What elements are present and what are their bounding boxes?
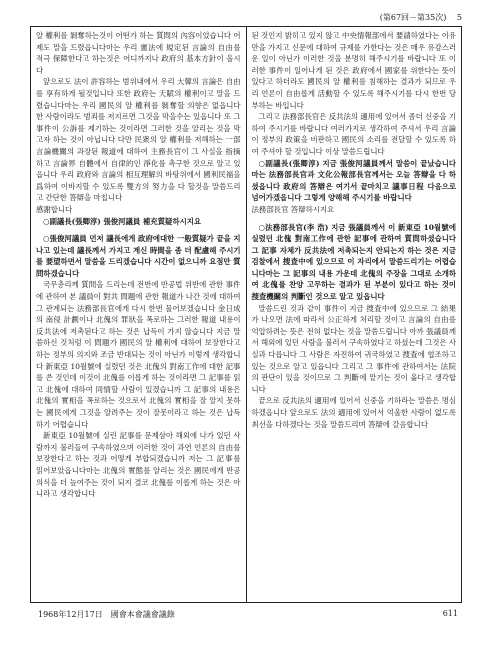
- speaker-paragraph: ○張俊河議員 먼저 議長에게 政府에대한 一般質疑가 끝을 지나고 있는데 議長께서 가지고 계신 時間을 좀 더 配慮해 주시기를 要望하면서 말씀을 드리겠습니다 시간이 없으니까 요점만 質問하겠습니다: [36, 234, 241, 278]
- speaker-paragraph: ○法務部長官(李 浩) 지금 張議員께서 이 新東亞 10월號에 실렸던 北傀 對南工作에 관한 記事에 관하여 質問하셨습니다 그 記事 자체가 反共法에 저촉되는지 안되는지 하는 것은 지금 검찰에서 捜査中에 있으므로 이 자리에서 말씀드리기는 어렵습니다마는 그 記事의 내용 가운데 北傀의 주장을 그대로 소개하여 北傀를 찬양 고무하는 결과가 된 부분이 있다고 하는 것이 捜査機關의 判斷인 것으로 알고 있읍니다: [251, 222, 456, 302]
- page-footer: [30, 609, 462, 621]
- paragraph: 新東亞 10월號에 실린 記事를 문제삼아 해외에 나가 있던 사람까지 불러들여 구속하였으며 이러한 것이 과연 언론의 自由를 보장한다고 하는 것과 어떻게 부합되겠습니까 저는 그 記事를 읽어보았읍니다마는 北傀의 實態를 알리는 것은 國民에게 반공의식을 더 높여주는 것이 되지 결코 北傀를 이롭게 하는 것은 아니라고 생각합니다: [36, 431, 241, 499]
- left-column: [31, 27, 246, 602]
- speaker-paragraph: ○副議長(張卿淳) 張俊河議員 補充質疑하시지요: [43, 216, 202, 226]
- paragraph: 感謝합니다: [36, 204, 73, 214]
- page-number-top: 5: [456, 13, 462, 22]
- page-number-bottom: 611: [442, 609, 458, 618]
- paragraph: 앞으로도 法이 許容하는 범위내에서 우리 大韓의 言論은 自由를 享有하게 될것입니다 또한 政府는 天賦의 權利이고 말을 드렸습니다마는 우리 國民의 알 權利를 剝奪할 의향은 없읍니다 한 사람이라도 범죄를 저지르면 그것을 막을수는 있읍니다 또 그 事件이 公訴를 제기하는 것이라면 그러한 것을 알리는 것을 막고자 하는 것이 아닙니다 다만 民衆의 알 權利를 저해하는 一部 言論機關의 과장된 報道에 대하여 主務長官이 그 사실을 指摘하고 言論界 自體에서 自律的인 淨化를 촉구한 것으로 알고 있읍니다 우리 政府와 言論의 相互理解의 바탕위에서 國利民福을 爲하여 이바지할 수 있도록 雙方의 努力을 다 할것을 말씀드리고 간단한 答辯을 마칩니다: [36, 77, 241, 203]
- paragraph: 된 것인지 밝히고 있지 않고 中央情報部에서 要請하였다는 이유만을 가지고 신문에 대하여 규제를 가한다는 것은 매우 유감스러운 일이 아닌가 이러한 것을 분명히 해주시기를 바랍니다 또 이러한 事件이 일어나게 된 것은 政府에서 國家를 위한다는 뜻이 있다고 하더라도 國民의 알 權利를 침해하는 결과가 되므로 우리 언론이 自由롭게 活動할 수 있도록 해주시기를 다시 한번 당부하는 바입니다: [251, 31, 456, 110]
- paragraph: 말씀드린 것과 같이 事件이 지금 捜査中에 있으므로 그 結果가 나오면 法에 따라서 公正하게 처리할 것이고 言論의 自由를 억압하려는 뜻은 전혀 없다는 것을 말씀드립니다 아까 張議員께서 해외에 있던 사람을 불러서 구속하였다고 하셨는데 그것은 사실과 다릅니다 그 사람은 자진하여 귀국하였고 捜査에 협조하고 있는 것으로 알고 있읍니다 그리고 그 事件에 관하여서는 法院의 판단이 있을 것이므로 그 判斷에 맡기는 것이 옳다고 생각합니다: [251, 303, 456, 394]
- paragraph: 그리고 法務部長官은 反共法의 適用에 있어서 좀더 신중을 기하여 주시기를 바랍니다 여러가지로 생각하여 주셔서 우리 言論이 정부의 政策을 비판하고 國民의 소리를 전달할 수 있도록 하여 주셔야 할 것입니다 이상 말씀드립니다: [251, 112, 456, 156]
- footer-date: 1968年12月17日 國會本會議會議錄: [38, 610, 175, 619]
- speaker-paragraph: ○副議長(張卿淳) 지금 張俊河議員께서 말씀이 끝났습니다마는 法務部長官과 文化公報部長官께서는 오늘 答辯을 다 하셨읍니다 政府의 答辯은 여기서 끝마치고 議事日程 다음으로 넘어가겠읍니다 그렇게 양해해 주시기를 바랍니다: [251, 158, 456, 203]
- session-label: (第67回－第35次): [379, 13, 447, 22]
- paragraph: 끝으로 反共法의 適用에 있어서 신중을 기하라는 말씀은 명심하겠읍니다 앞으로도 法의 適用에 있어서 억울한 사람이 없도록 최선을 다하겠다는 것을 말씀드리며 答辯에 갈음합니다: [251, 396, 456, 429]
- right-column: [246, 27, 462, 602]
- page-header: [30, 12, 462, 24]
- text-frame: [30, 26, 462, 603]
- paragraph: 法務部長官 答辯하시지요: [251, 204, 335, 214]
- paragraph: 알 權利를 剝奪하는것이 어떤가 하는 質問의 內容이었습니다 어제도 말을 드렸읍니다마는 우리 憲法에 規定된 言論의 自由를 적극 保障한다고 하는것은 어디까지나 政府의 基本方針이 올시다: [36, 31, 241, 75]
- paragraph: 국무총리께 質問을 드리는데 전번에 반공법 위반에 관한 事件에 관하여 본 議員이 對共 問題에 관한 報道가 나간 것에 대하여 그 관계되는 法務部長官에게 다시 한번 물어보겠습니다 金日成의 南侵 計劃이나 北傀의 罪狀을 폭로하는 그러한 報道 내용이 反共法에 저촉된다고 하는 것은 납득이 가지 않습니다 지금 말씀하신 것처럼 이 問題가 國民의 알 權利에 대하여 보장한다고 하는 정부의 의지와 조금 반대되는 것이 아닌가 이렇게 생각합니다 新東亞 10월號에 실렸던 것은 北傀의 對南工作에 대한 記事를 쓴 것인데 이것이 北傀를 이롭게 하는 것이라면 그 記事를 읽고 北傀에 대하여 同情할 사람이 있겠습니까 그 記事의 내용은 北傀의 實相을 폭로하는 것으로서 北傀의 實相을 잘 알지 못하는 國民에게 그것을 알려주는 것이 잘못이라고 하는 것은 납득하기 어렵습니다: [36, 280, 241, 429]
